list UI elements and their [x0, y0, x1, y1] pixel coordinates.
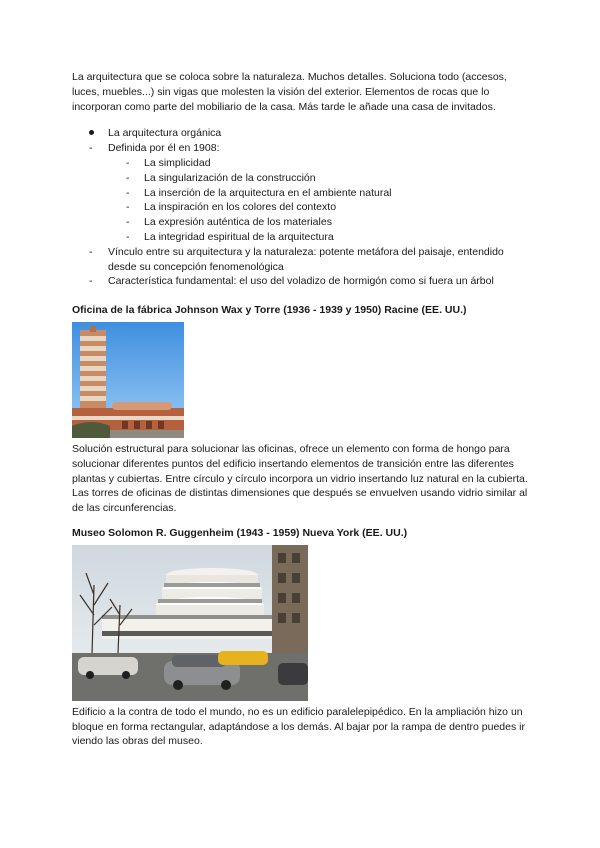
sub-list-item [108, 156, 532, 171]
sub-list-item-text: La inserción de la arquitectura en el ambiente natural [144, 186, 392, 199]
johnson-wax-paragraph-1: Solución estructural para solucionar las oficinas, ofrece un elemento con forma de hongo para solucionar diferentes puntos del edificio insertando elementos de transición entre las diferentes plantas y cubiertas. Entre círculo y círculo incorpora un vidrio insertando luz natural en la cubierta. [72, 442, 528, 485]
sub-list-item-text: La inspiración en los colores del contexto [144, 201, 337, 214]
dash-bullet: - [126, 216, 130, 229]
sub-list-item-text: La simplicidad [144, 156, 211, 169]
list-item [72, 126, 532, 141]
dash-bullet: - [126, 201, 130, 214]
sub-list-item-text: La singularización de la construcción [144, 171, 316, 184]
list-item [72, 274, 532, 289]
dash-bullet: - [126, 171, 130, 184]
list-item-text: La arquitectura orgánica [108, 127, 222, 140]
sub-list-item [108, 171, 532, 186]
sub-list-item [108, 230, 532, 245]
document-page [72, 70, 532, 749]
dash-bullet: - [126, 186, 130, 199]
guggenheim-heading: Museo Solomon R. Guggenheim (1943 - 1959) Nueva York (EE. UU.) [72, 526, 408, 539]
bullet-dot-icon [89, 126, 101, 141]
list-item-text: Definida por él en 1908: [108, 142, 220, 155]
johnson-wax-photo [72, 322, 184, 438]
sub-list-item-text: La integridad espiritual de la arquitectura [144, 230, 334, 243]
sub-list [108, 156, 532, 245]
intro-paragraph: La arquitectura que se coloca sobre la naturaleza. Muchos detalles. Soluciona todo (accesos, luces, muebles...) sin vigas que molesten la visión del exterior. Elementos de rocas que lo incorporan como parte del mobiliario de la casa. Más tarde le añade una casa de invitados. [72, 71, 507, 113]
johnson-wax-paragraph-2: Las torres de oficinas de distintas dimensiones que después se envuelven usando vidrio similar al de las circunferencias. [72, 487, 528, 515]
sub-list-item [108, 200, 532, 215]
dash-bullet: - [89, 275, 93, 288]
list-item [72, 245, 532, 275]
dash-bullet: - [89, 245, 93, 258]
list-item-text: Característica fundamental: el uso del voladizo de hormigón como si fuera un árbol [108, 275, 494, 288]
dash-bullet: - [126, 230, 130, 243]
dash-bullet: - [89, 142, 93, 155]
characteristics-list [72, 126, 532, 289]
sub-list-item [108, 186, 532, 201]
johnson-wax-heading: Oficina de la fábrica Johnson Wax y Torre (1936 - 1939 y 1950) Racine (EE. UU.) [72, 304, 467, 317]
list-item-text: Vínculo entre su arquitectura y la naturaleza: potente metáfora del paisaje, entendido desde su concepción fenomenológica [108, 245, 504, 273]
guggenheim-paragraph: Edificio a la contra de todo el mundo, no es un edificio paralelepipédico. En la ampliación hizo un bloque en forma rectangular, adaptándose a los demás. Al bajar por la rampa de dentro puedes ir viendo las obras del museo. [72, 705, 525, 748]
sub-list-item-text: La expresión auténtica de los materiales [144, 216, 332, 229]
dash-bullet: - [126, 156, 130, 169]
list-item [72, 141, 532, 245]
sub-list-item [108, 215, 532, 230]
guggenheim-photo [72, 545, 308, 701]
